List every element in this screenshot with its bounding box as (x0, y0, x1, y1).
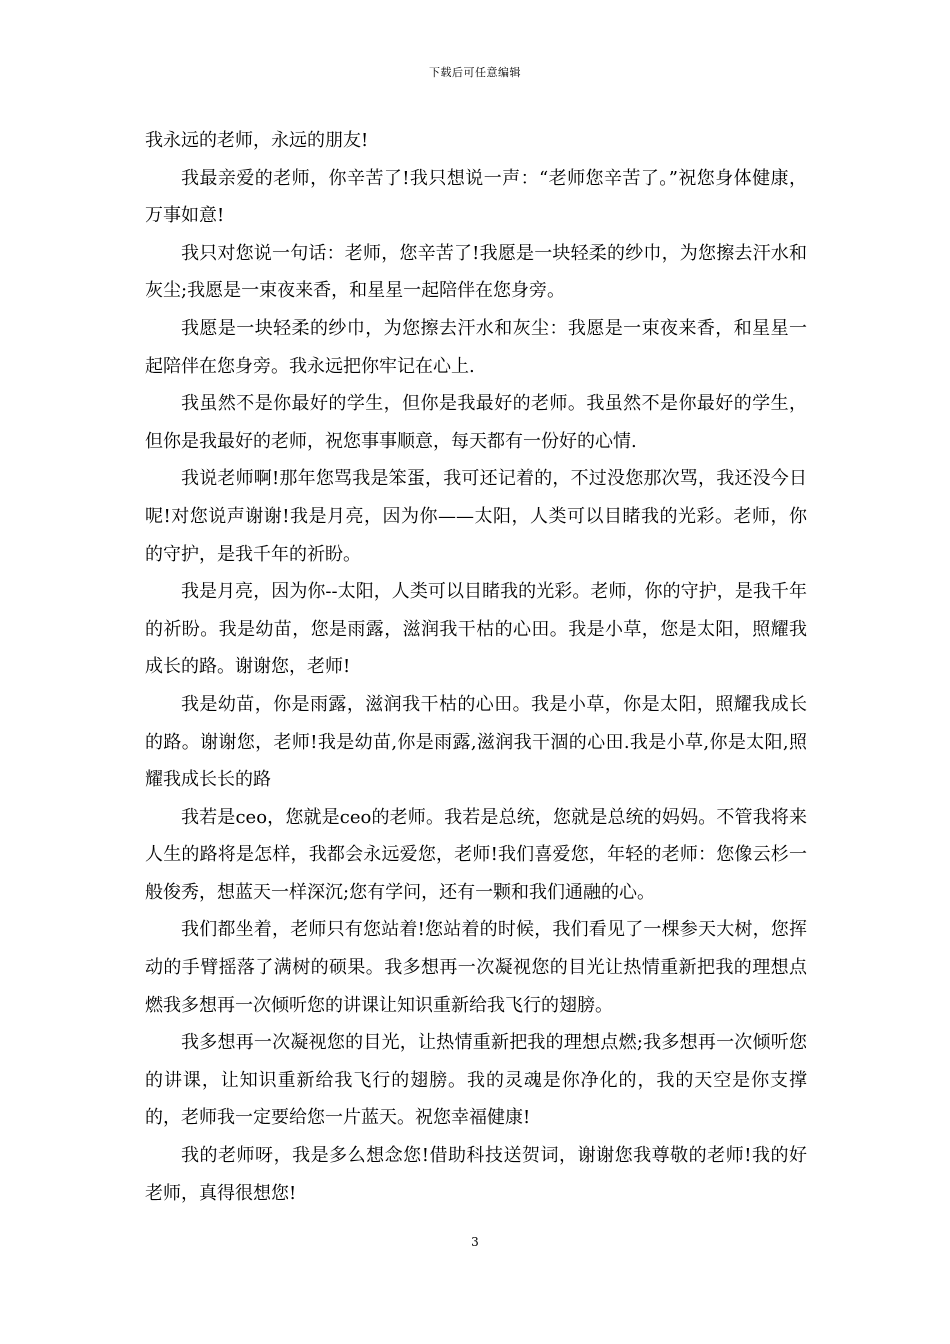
paragraph: 我只对您说一句话：老师，您辛苦了!我愿是一块轻柔的纱巾，为您擦去汗水和灰尘;我愿是一束夜来香，和星星一起陪伴在您身旁。 (145, 242, 807, 302)
paragraph: 我多想再一次凝视您的目光，让热情重新把我的理想点燃;我多想再一次倾听您的讲课，让知识重新给我飞行的翅膀。我的灵魂是你净化的，我的天空是你支撑的，老师我一定要给您一片蓝天。祝您幸福健康! (145, 1032, 807, 1129)
paragraph: 我虽然不是你最好的学生，但你是我最好的老师。我虽然不是你最好的学生，但你是我最好的老师，祝您事事顺意，每天都有一份好的心情. (145, 393, 807, 452)
paragraph: 我的老师呀，我是多么想念您!借助科技送贺词，谢谢您我尊敬的老师!我的好老师，真得很想您! (145, 1145, 807, 1204)
paragraph: 我愿是一块轻柔的纱巾，为您擦去汗水和灰尘：我愿是一束夜来香，和星星一起陪伴在您身旁。我永远把你牢记在心上. (145, 317, 807, 377)
document-body (145, 122, 807, 1212)
paragraph: 我若是ceo，您就是ceo的老师。我若是总统，您就是总统的妈妈。不管我将来人生的路将是怎样，我都会永远爱您，老师!我们喜爱您，年轻的老师：您像云杉一般俊秀，想蓝天一样深沉;您有学问，还有一颗和我们通融的心。 (145, 806, 807, 903)
page-number: 3 (471, 1235, 479, 1249)
paragraph: 我说老师啊!那年您骂我是笨蛋，我可还记着的，不过没您那次骂，我还没今日呢!对您说声谢谢!我是月亮，因为你——太阳，人类可以目睹我的光彩。老师，你的守护，是我千年的祈盼。 (145, 468, 807, 565)
paragraph: 我是月亮，因为你--太阳，人类可以目睹我的光彩。老师，你的守护，是我千年的祈盼。我是幼苗，您是雨露，滋润我干枯的心田。我是小草，您是太阳，照耀我成长的路。谢谢您，老师! (145, 581, 807, 678)
paragraph: 我是幼苗，你是雨露，滋润我干枯的心田。我是小草，你是太阳，照耀我成长的路。谢谢您，老师!我是幼苗,你是雨露,滋润我干涸的心田.我是小草,你是太阳,照耀我成长长的路 (145, 693, 807, 791)
paragraph: 我最亲爱的老师，你辛苦了!我只想说一声：“老师您辛苦了。”祝您身体健康，万事如意! (145, 167, 807, 227)
paragraph: 我们都坐着，老师只有您站着!您站着的时候，我们看见了一棵参天大树，您挥动的手臂摇落了满树的硕果。我多想再一次凝视您的目光让热情重新把我的理想点燃我多想再一次倾听您的讲课让知识重新给我飞行的翅膀。 (145, 919, 807, 1016)
paragraph: 我永远的老师，永远的朋友! (145, 130, 369, 151)
page-header: 下载后可任意编辑 (429, 66, 521, 79)
